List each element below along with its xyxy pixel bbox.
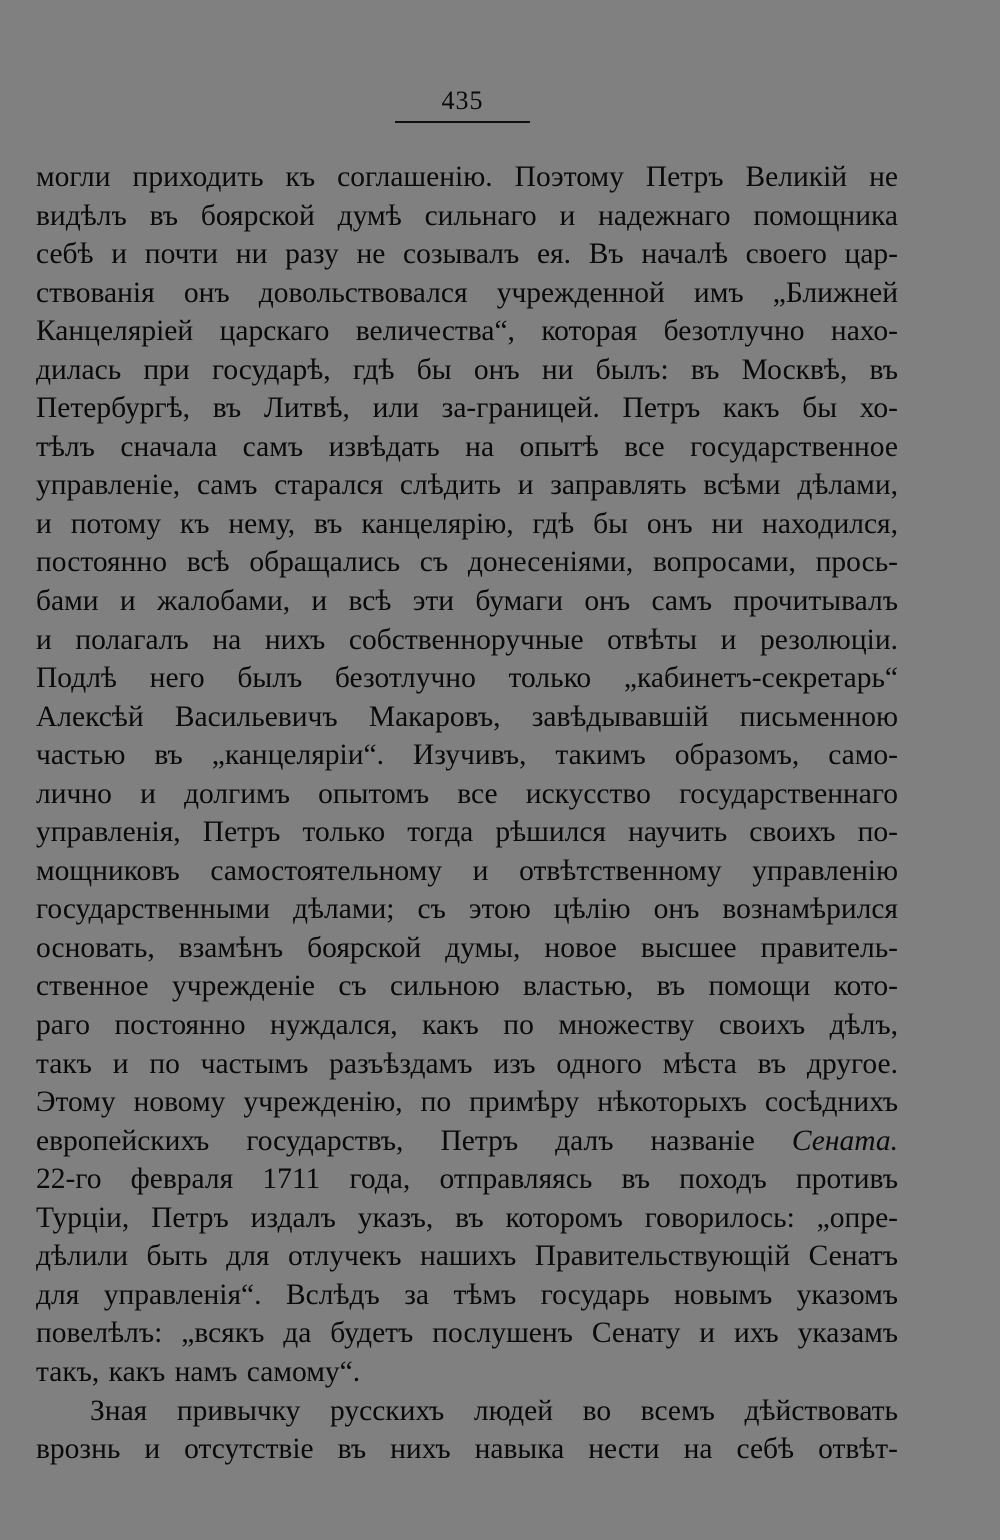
text-line: лично и долгимъ опытомъ все искусство государственнаго [36,777,898,810]
body-text [36,158,898,1469]
text-line: врознь и отсутствіе въ нихъ навыка нести на себѣ отвѣт- [36,1433,898,1466]
text-line: тѣлъ сначала самъ извѣдать на опытѣ все государственное [36,430,898,463]
text-line: Канцеляріей царскаго величества“, которая безотлучно нахо- [36,315,898,348]
text-line: дѣлили быть для отлучекъ нашихъ Правительствующій Сенатъ [36,1240,898,1273]
text-line-senate [36,1122,898,1161]
page-number: 435 [441,86,484,115]
text-line: для управленія“. Вслѣдъ за тѣмъ государь новымъ указомъ [36,1278,898,1311]
text-line: дилась при государѣ, гдѣ бы онъ ни былъ: въ Москвѣ, въ [36,353,898,386]
text-line: могли приходить къ соглашенію. Поэтому Петръ Великій не [36,161,898,193]
text-line: Турціи, Петръ издалъ указъ, въ которомъ говорилось: „опре- [36,1201,898,1234]
text-line: Подлѣ него былъ безотлучно только „кабинетъ-секретарь“ [36,662,898,695]
text-line: такъ и по частымъ разъѣздамъ изъ одного мѣста въ другое. [36,1047,898,1080]
page-number-rule [395,121,530,123]
text-line: ственное учрежденіе съ сильною властью, въ помощи кото- [36,970,898,1003]
text-line: управленіе, самъ старался слѣдить и заправлять всѣми дѣлами, [36,469,898,502]
text-line: 22-го февраля 1711 года, отправляясь въ походъ противъ [36,1163,898,1196]
text-line: Этому новому учрежденію, по примѣру нѣкоторыхъ сосѣднихъ [36,1086,898,1119]
text-line-paragraph-end: такъ, какъ намъ самому“. [36,1355,361,1388]
text-segment: европейскихъ государствъ, Петръ далъ названіе [36,1124,755,1157]
text-line-paragraph-start: Зная привычку русскихъ людей во всемъ дѣйствовать [90,1394,898,1427]
text-line: себѣ и почти ни разу не созывалъ ея. Въ началѣ своего цар- [36,238,898,271]
text-line: постоянно всѣ обращались съ донесеніями, вопросами, прось- [36,546,898,579]
text-line: повелѣлъ: „всякъ да будетъ послушенъ Сенату и ихъ указамъ [36,1317,898,1350]
text-line: Петербургѣ, въ Литвѣ, или за-границей. Петръ какъ бы хо- [36,392,898,425]
text-line: управленія, Петръ только тогда рѣшился научить своихъ по- [36,816,898,849]
text-line: Алексѣй Васильевичъ Макаровъ, завѣдывавшій письменною [36,700,898,733]
text-line: и потому къ нему, въ канцелярію, гдѣ бы онъ ни находился, [36,507,898,540]
text-line: раго постоянно нуждался, какъ по множеству своихъ дѣлъ, [36,1009,898,1042]
text-line: мощниковъ самостоятельному и отвѣтственному управленію [36,854,898,887]
italic-term-senate: Сената. [791,1124,898,1157]
text-line: и полагалъ на нихъ собственноручные отвѣты и резолюціи. [36,623,898,656]
text-line: бами и жалобами, и всѣ эти бумаги онъ самъ прочитывалъ [36,585,898,618]
text-line: ствованія онъ довольствовался учрежденной имъ „Ближней [36,276,898,309]
text-line: основать, взамѣнъ боярской думы, новое высшее правитель- [36,931,898,964]
text-line: частью въ „канцеляріи“. Изучивъ, такимъ образомъ, само- [36,739,898,772]
text-line: государственными дѣлами; съ этою цѣлію онъ вознамѣрился [36,893,898,926]
text-line: видѣлъ въ боярской думѣ сильнаго и надежнаго помощника [36,199,898,232]
